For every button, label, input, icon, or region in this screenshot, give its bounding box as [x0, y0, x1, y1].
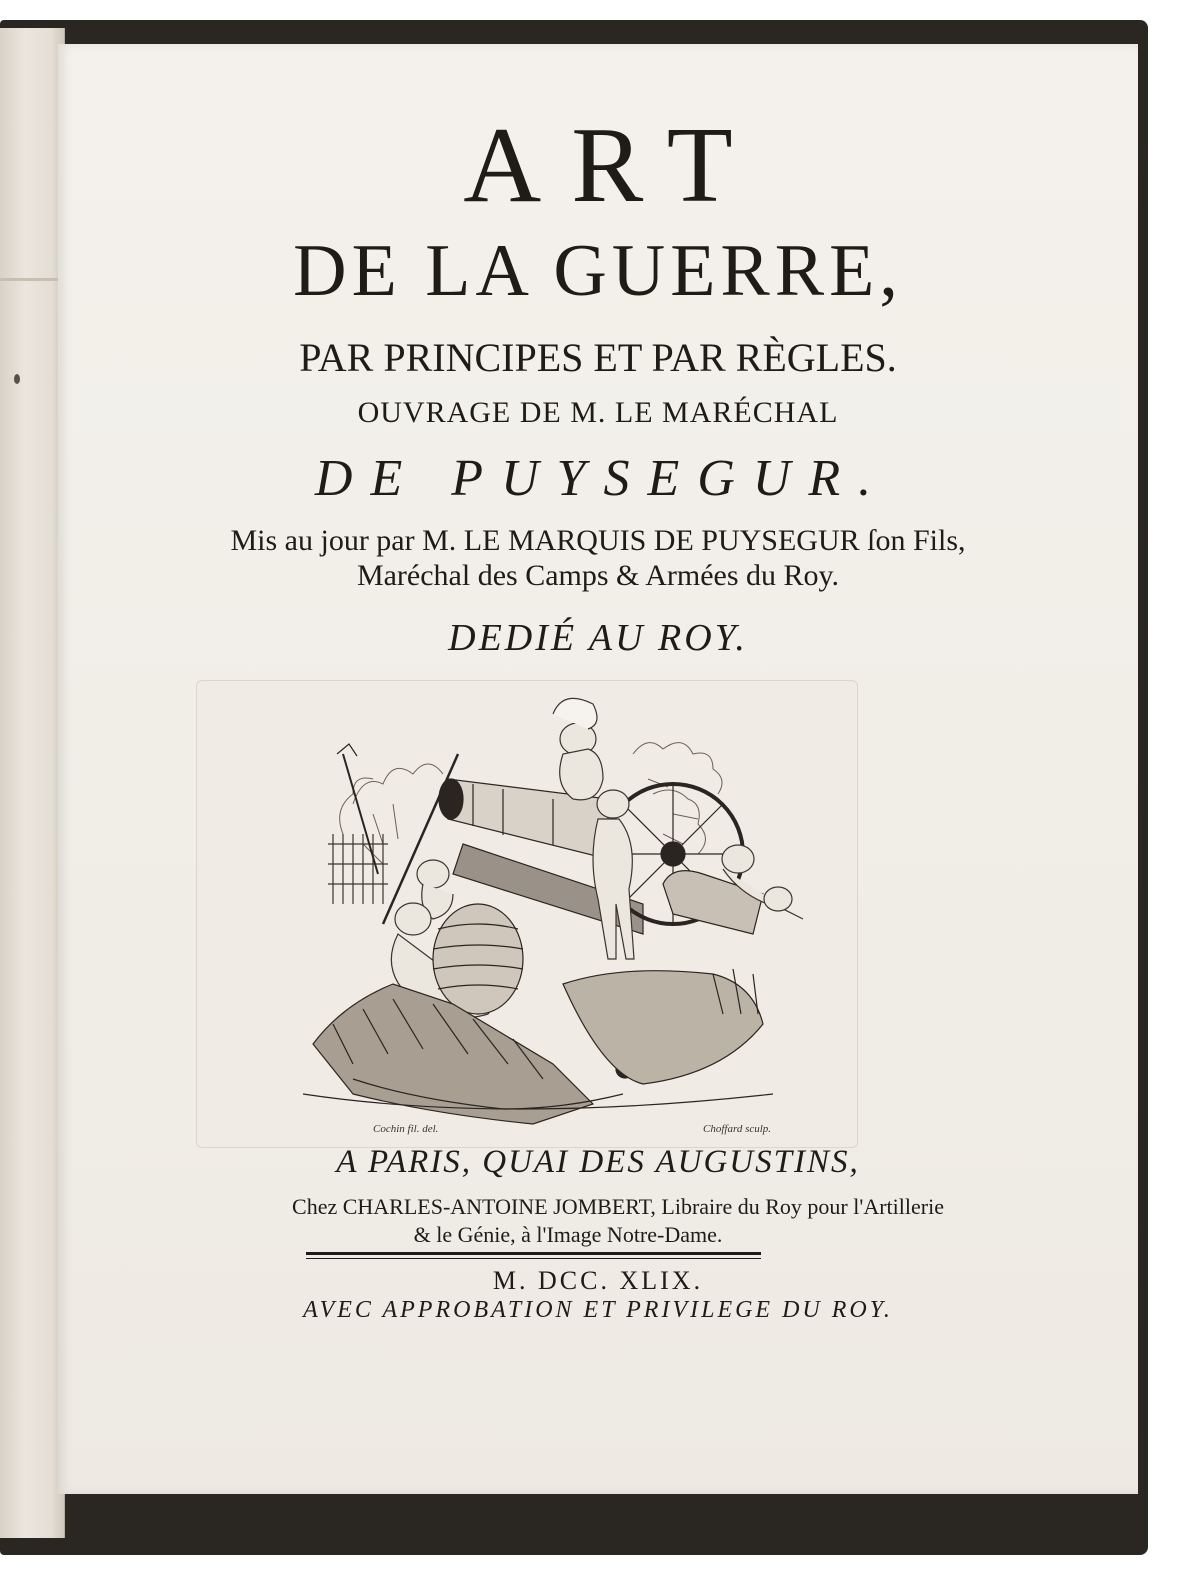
engraver-signature: Choffard sculp.: [703, 1123, 772, 1135]
ink-spot: [14, 374, 20, 384]
book-subtitle-2: PAR PRINCIPES ET PAR RÈGLES.: [299, 335, 897, 380]
publication-year: M. DCC. XLIX.: [492, 1266, 704, 1295]
page-fold-line: [0, 278, 64, 281]
dedication: DEDIÉ AU ROY.: [448, 617, 748, 659]
imprint-place: A PARIS, QUAI DES AUGUSTINS,: [336, 1144, 860, 1180]
editor-line-1: Mis au jour par M. LE MARQUIS DE PUYSEGUR ſon Fils,: [230, 524, 966, 557]
work-of-line: OUVRAGE DE M. LE MARÉCHAL: [357, 396, 839, 429]
imprint-publisher-1: Chez CHARLES-ANTOINE JOMBERT, Libraire du Roy pour l'Artillerie: [292, 1194, 944, 1219]
double-rule-thin: [306, 1258, 761, 1259]
designer-signature: Cochin fil. del.: [373, 1123, 439, 1135]
double-rule-thick: [306, 1252, 761, 1255]
left-page-edge: [0, 28, 65, 1538]
title-page: [58, 44, 1138, 1494]
editor-line-2: Maréchal des Camps & Armées du Roy.: [356, 559, 840, 592]
privilege-line: AVEC APPROBATION ET PRIVILEGE DU ROY.: [303, 1297, 893, 1323]
author-name: DE PUYSEGUR.: [314, 450, 890, 507]
book-title: ART: [463, 106, 763, 225]
book-subtitle: DE LA GUERRE,: [293, 230, 903, 312]
cannon-cherubs-engraving: [233, 684, 813, 1144]
imprint-publisher-2: & le Génie, à l'Image Notre-Dame.: [413, 1222, 723, 1247]
